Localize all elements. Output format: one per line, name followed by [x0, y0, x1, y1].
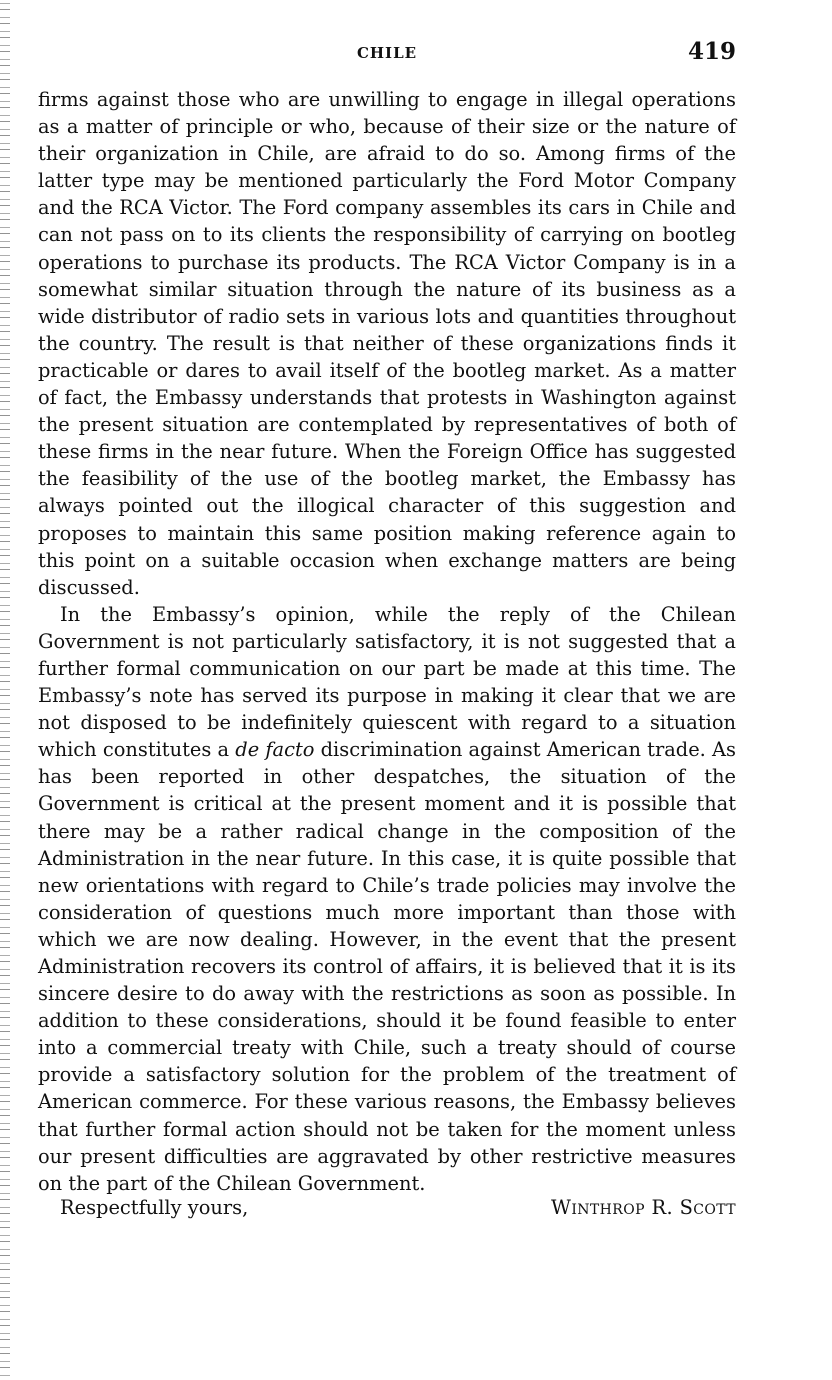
paragraph-2-part-1: In the Embassy’s opinion, while the reply of the Chilean Government is not particularly satisfactory, it is not suggested that a further formal communication on our part be made at this time. The Embassy’s note has served its purpose in making it clear that we are not disposed to be indefinitely quiescent with regard to a situation which constitutes a — [38, 602, 736, 762]
running-title: CHILE — [356, 44, 418, 62]
page-number: 419 — [687, 38, 736, 65]
paragraph-2 — [38, 601, 736, 1197]
page-header — [38, 38, 736, 70]
letter-closing — [38, 1196, 736, 1226]
signature: Winthrop R. Scott — [551, 1196, 736, 1219]
salutation: Respectfully yours, — [60, 1196, 249, 1219]
paragraph-1: firms against those who are unwilling to engage in illegal operations as a matter of principle or who, because of their size or the nature of their organization in Chile, are afraid to do so. Among firms of the latter type may be mentioned particularly the Ford Motor Company and the RCA Victor. The Ford company assembles its cars in Chile and can not pass on to its clients the responsibility of carrying on bootleg operations to purchase its products. The RCA Victor Company is in a somewhat similar situation through the nature of its business as a wide distributor of radio sets in various lots and quantities throughout the country. The result is that neither of these organizations finds it practicable or dares to avail itself of the bootleg market. As a matter of fact, the Embassy understands that protests in Washington against the present situation are contemplated by representatives of both of these firms in the near future. When the Foreign Office has suggested the feasibility of the use of the bootleg market, the Embassy has always pointed out the illogical character of this suggestion and proposes to maintain this same position making reference again to this point on a suitable occasion when exchange matters are being discussed. — [38, 88, 736, 599]
body-text — [38, 86, 736, 1197]
paragraph-2-italic-term: de facto — [235, 738, 315, 762]
scanned-page-edge — [0, 0, 10, 1380]
paragraph-2-part-2: discrimination against American trade. As has been reported in other despatches, the situation of the Government is critical at the present moment and it is possible that there may be a rather radical change in the composition of the Administration in the near future. In this case, it is quite possible that new orientations with regard to Chile’s trade policies may involve the consideration of questions much more important than those with which we are now dealing. However, in the event that the present Administration recovers its control of affairs, it is believed that it is its sincere desire to do away with the restrictions as soon as possible. In addition to these considerations, should it be found feasible to enter into a commercial treaty with Chile, such a treaty should of course provide a satisfactory solution for the problem of the treatment of American commerce. For these various reasons, the Embassy believes that further formal action should not be taken for the moment unless our present difficulties are aggravated by other restrictive measures on the part of the Chilean Government. — [38, 738, 736, 1195]
